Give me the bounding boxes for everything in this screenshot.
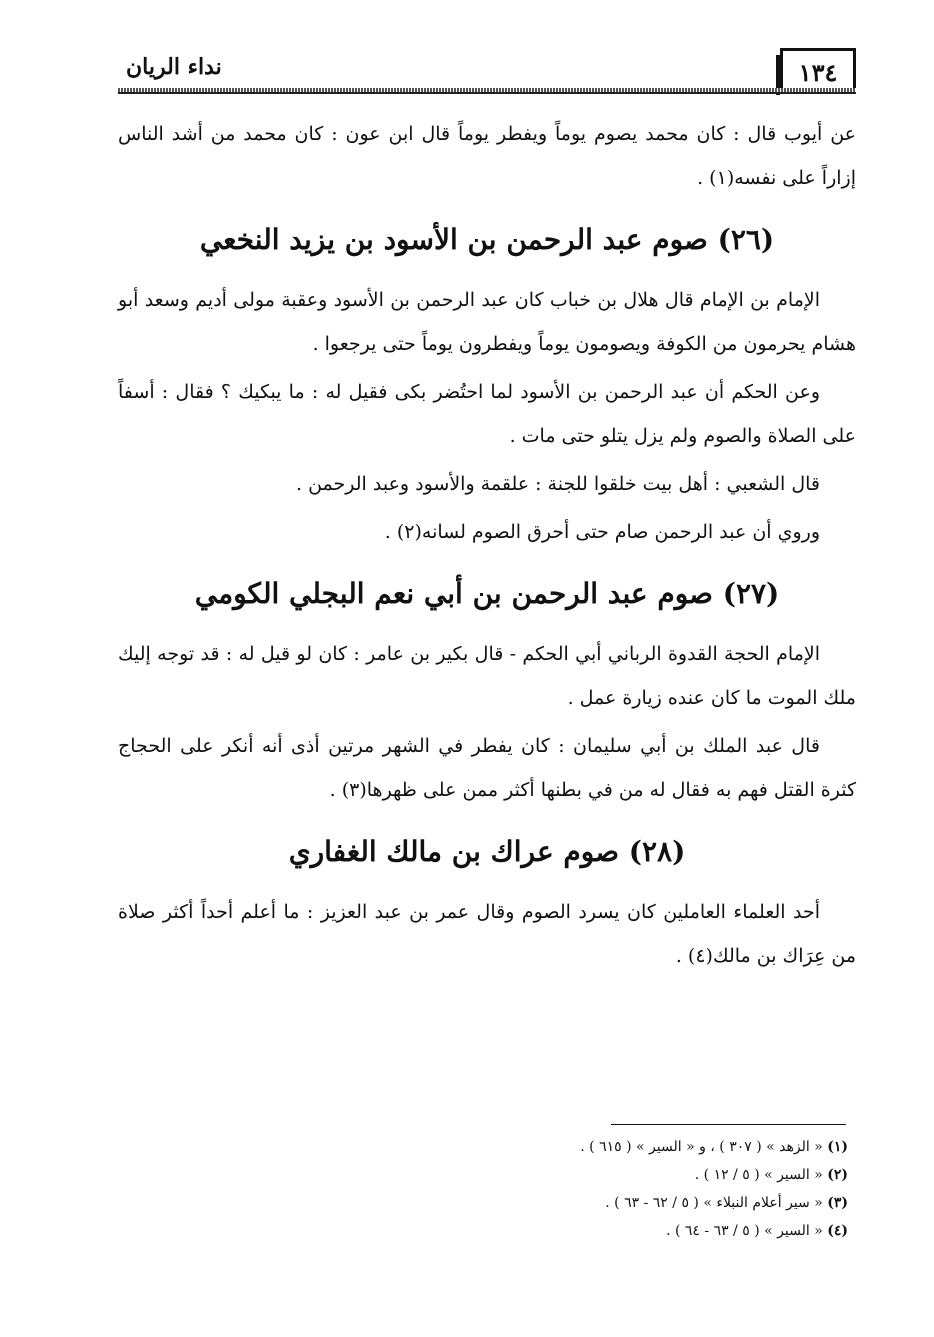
footnote-text: « السير » ( ٥ / ٦٣ - ٦٤ ) . — [666, 1223, 823, 1239]
footnote-item — [118, 1218, 848, 1244]
running-title: نداء الريان — [126, 54, 222, 80]
page-header — [118, 42, 856, 94]
footnote-text: « سير أعلام النبلاء » ( ٥ / ٦٢ - ٦٣ ) . — [605, 1195, 823, 1211]
footnote-divider — [611, 1124, 846, 1125]
section-26-paragraph-4: وروي أن عبد الرحمن صام حتى أحرق الصوم لسانه(٢) . — [384, 521, 820, 543]
section-heading-27: (٢٧) صوم عبد الرحمن بن أبي نعم البجلي الكومي — [194, 577, 780, 610]
footnote-text: « الزهد » ( ٣٠٧ ) ، و « السير » ( ٦١٥ ) . — [580, 1139, 823, 1155]
footnote-number: (٢) — [827, 1167, 848, 1183]
footnote-number: (٣) — [827, 1195, 848, 1211]
section-26-paragraph-1: الإمام بن الإمام قال هلال بن خباب كان عبد الرحمن بن الأسود وعقبة مولى أديم وسعد أبو هشام يحرمون من الكوفة ويصومون يوماً ويفطرون يوماً حتى يرجعوا . — [118, 289, 856, 355]
footnote-text: « السير » ( ٥ / ١٢ ) . — [694, 1167, 823, 1183]
section-heading-26: (٢٦) صوم عبد الرحمن بن الأسود بن يزيد النخعي — [199, 223, 775, 256]
intro-paragraph: عن أيوب قال : كان محمد يصوم يوماً ويفطر يوماً قال ابن عون : كان محمد من أشد الناس إزاراً على نفسه(١) . — [118, 123, 856, 189]
header-rule — [118, 88, 856, 94]
section-28-paragraph-1: أحد العلماء العاملين كان يسرد الصوم وقال عمر بن عبد العزيز : ما أعلم أحداً أكثر صلاة من عِرَاك بن مالك(٤) . — [118, 901, 856, 967]
footnotes — [118, 1134, 848, 1246]
section-27-paragraph-2: قال عبد الملك بن أبي سليمان : كان يفطر في الشهر مرتين أذى أنه أنكر على الحجاج كثرة القتل فهم به فقال له من في بطنها أكثر ممن على ظهرها(٣) . — [118, 735, 856, 801]
section-26-paragraph-3: قال الشعبي : أهل بيت خلقوا للجنة : علقمة والأسود وعبد الرحمن . — [296, 473, 820, 495]
footnote-item — [118, 1162, 848, 1188]
section-27-paragraph-1: الإمام الحجة القدوة الرباني أبي الحكم - قال بكير بن عامر : كان لو قيل له : قد توجه إليك ملك الموت ما كان عنده زيارة عمل . — [118, 643, 856, 709]
footnote-item — [118, 1190, 848, 1216]
section-heading-28: (٢٨) صوم عراك بن مالك الغفاري — [288, 835, 686, 868]
page-number: ١٣٤ — [780, 48, 856, 93]
footnote-number: (١) — [827, 1139, 848, 1155]
footnote-number: (٤) — [827, 1223, 848, 1239]
footnote-item — [118, 1134, 848, 1160]
section-26-paragraph-2: وعن الحكم أن عبد الرحمن بن الأسود لما احتُضر بكى فقيل له : ما يبكيك ؟ فقال : أسفاً على الصلاة والصوم ولم يزل يتلو حتى مات . — [118, 381, 856, 447]
main-text — [118, 112, 856, 982]
